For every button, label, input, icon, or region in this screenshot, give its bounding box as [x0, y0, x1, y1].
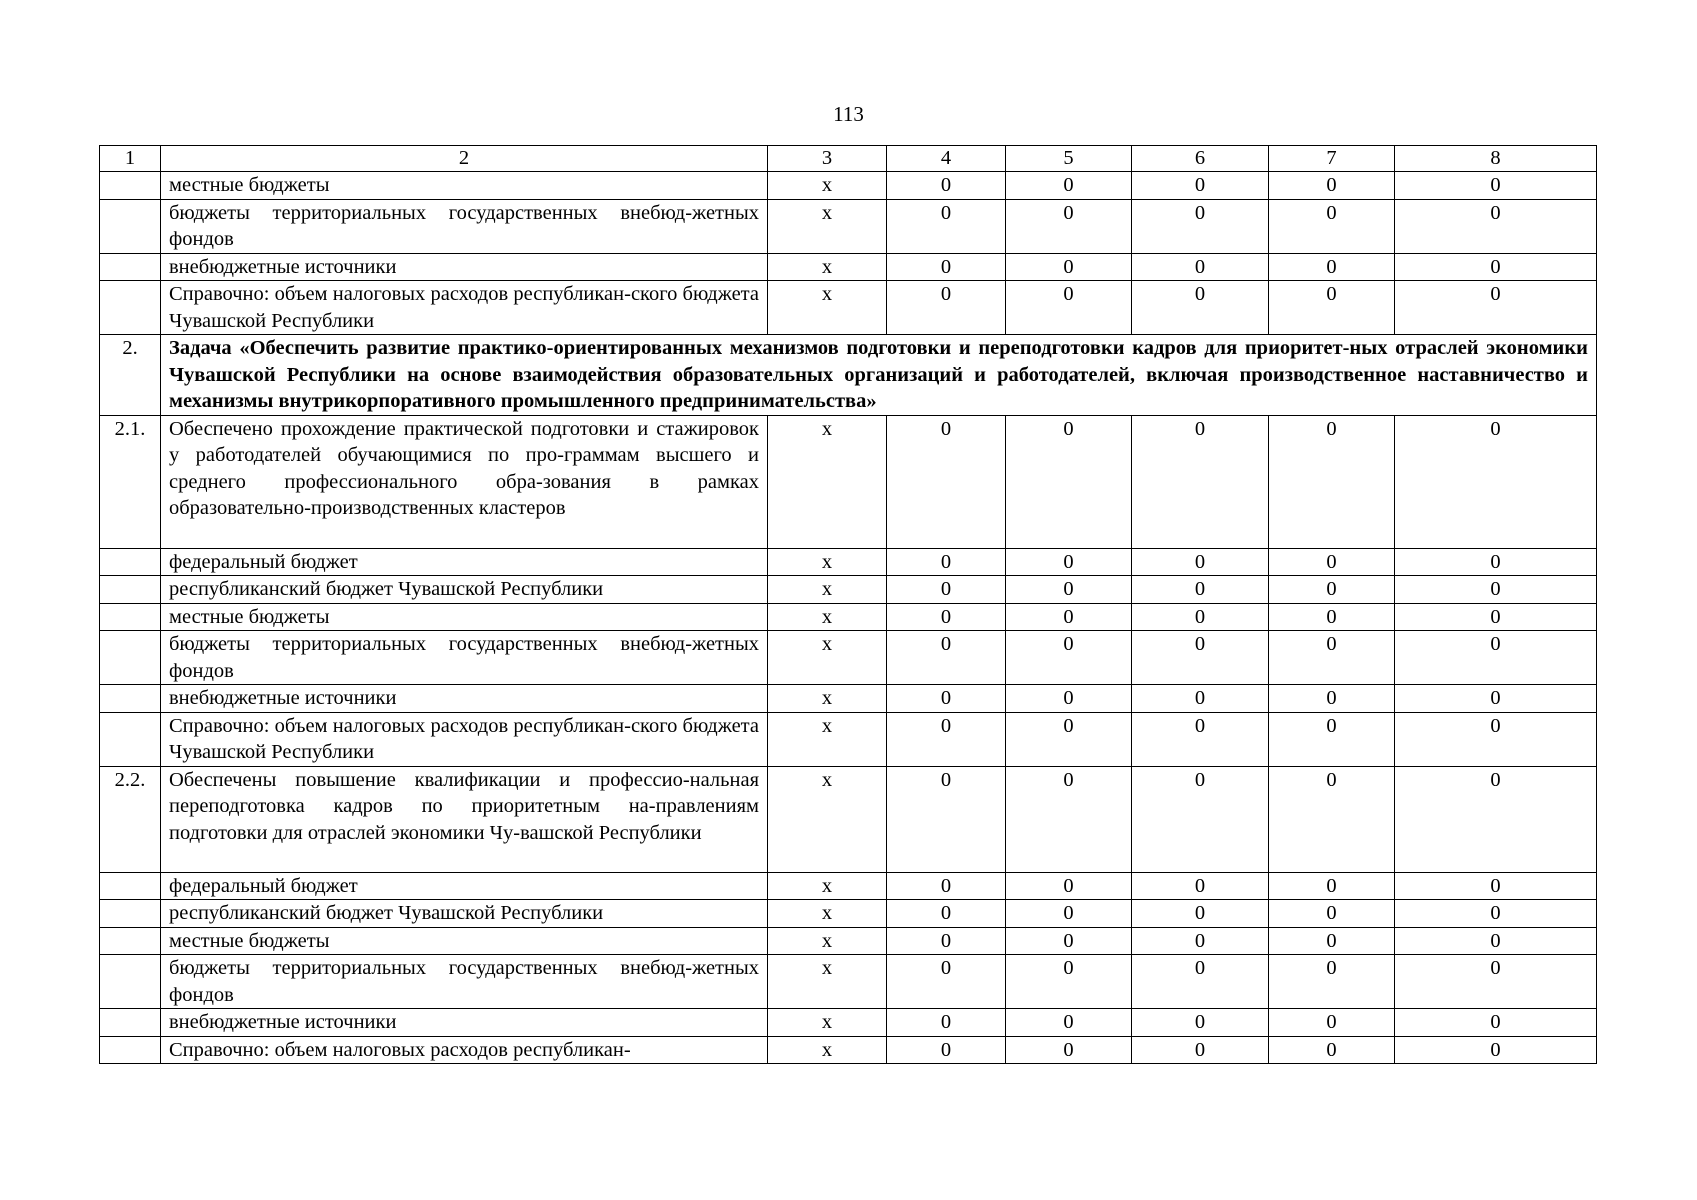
table-row: [100, 766, 1597, 872]
value-cell: 0: [887, 548, 1006, 576]
value-cell: 0: [1269, 253, 1395, 281]
table-row: [100, 900, 1597, 928]
table-row: [100, 685, 1597, 713]
value-cell: 0: [1132, 415, 1269, 548]
table-row: [100, 576, 1597, 604]
column-number-header: 7: [1269, 146, 1395, 172]
x-cell: x: [768, 872, 887, 900]
value-cell: 0: [1269, 281, 1395, 335]
value-cell: 0: [1132, 712, 1269, 766]
value-cell: 0: [1269, 766, 1395, 872]
value-cell: 0: [1006, 1036, 1132, 1064]
description-cell: внебюджетные источники: [161, 685, 768, 713]
x-cell: x: [768, 576, 887, 604]
value-cell: 0: [1006, 712, 1132, 766]
value-cell: 0: [887, 172, 1006, 200]
value-cell: 0: [1395, 900, 1597, 928]
value-cell: 0: [887, 603, 1006, 631]
x-cell: x: [768, 712, 887, 766]
task-row: [100, 335, 1597, 416]
table-row: [100, 415, 1597, 548]
description-cell: республиканский бюджет Чувашской Республики: [161, 576, 768, 604]
row-number-cell: [100, 712, 161, 766]
row-number-cell: 2.1.: [100, 415, 161, 548]
value-cell: 0: [1395, 955, 1597, 1009]
description-cell: республиканский бюджет Чувашской Республики: [161, 900, 768, 928]
value-cell: 0: [1395, 576, 1597, 604]
value-cell: 0: [1269, 955, 1395, 1009]
value-cell: 0: [1006, 955, 1132, 1009]
column-number-header: 8: [1395, 146, 1597, 172]
table-row: [100, 712, 1597, 766]
value-cell: 0: [1395, 872, 1597, 900]
value-cell: 0: [1132, 548, 1269, 576]
row-number-cell: [100, 1009, 161, 1037]
description-cell: Справочно: объем налоговых расходов республикан-ского бюджета Чувашской Республики: [161, 281, 768, 335]
table-row: [100, 253, 1597, 281]
value-cell: 0: [887, 631, 1006, 685]
x-cell: x: [768, 1009, 887, 1037]
value-cell: 0: [1006, 281, 1132, 335]
description-cell: Обеспечены повышение квалификации и профессио-нальная переподготовка кадров по приоритетным на-правлениям подготовки для отраслей экономики Чу-вашской Республики: [161, 766, 768, 872]
value-cell: 0: [1395, 253, 1597, 281]
row-number-cell: [100, 548, 161, 576]
value-cell: 0: [1132, 253, 1269, 281]
value-cell: 0: [887, 712, 1006, 766]
table-row: [100, 1036, 1597, 1064]
description-cell: местные бюджеты: [161, 927, 768, 955]
value-cell: 0: [1132, 685, 1269, 713]
row-number-cell: [100, 253, 161, 281]
table-row: [100, 281, 1597, 335]
description-cell: местные бюджеты: [161, 603, 768, 631]
value-cell: 0: [1269, 685, 1395, 713]
task-title-cell: Задача «Обеспечить развитие практико-ориентированных механизмов подготовки и переподготовки кадров для приоритет-ных отраслей экономики Чувашской Республики на основе взаимодействия образовательных организаций и работодателей, включая производственное наставничество и механизмы внутрикорпоративного промышленного предпринимательства»: [161, 335, 1597, 416]
x-cell: x: [768, 603, 887, 631]
description-cell: внебюджетные источники: [161, 1009, 768, 1037]
value-cell: 0: [1132, 281, 1269, 335]
value-cell: 0: [1269, 172, 1395, 200]
value-cell: 0: [1132, 631, 1269, 685]
table-row: [100, 172, 1597, 200]
value-cell: 0: [1132, 576, 1269, 604]
value-cell: 0: [1269, 631, 1395, 685]
budget-table: [99, 145, 1597, 1064]
value-cell: 0: [1395, 172, 1597, 200]
value-cell: 0: [1269, 548, 1395, 576]
value-cell: 0: [1132, 955, 1269, 1009]
row-number-cell: [100, 603, 161, 631]
description-cell: бюджеты территориальных государственных внебюд-жетных фондов: [161, 199, 768, 253]
value-cell: 0: [887, 199, 1006, 253]
value-cell: 0: [1006, 927, 1132, 955]
value-cell: 0: [1269, 199, 1395, 253]
x-cell: x: [768, 631, 887, 685]
x-cell: x: [768, 1036, 887, 1064]
x-cell: x: [768, 281, 887, 335]
value-cell: 0: [1132, 927, 1269, 955]
value-cell: 0: [887, 281, 1006, 335]
value-cell: 0: [1269, 927, 1395, 955]
row-number-cell: [100, 172, 161, 200]
row-number-cell: [100, 900, 161, 928]
value-cell: 0: [1269, 603, 1395, 631]
value-cell: 0: [1132, 199, 1269, 253]
table-row: [100, 955, 1597, 1009]
value-cell: 0: [1395, 415, 1597, 548]
column-number-header: 5: [1006, 146, 1132, 172]
x-cell: x: [768, 199, 887, 253]
x-cell: x: [768, 548, 887, 576]
value-cell: 0: [1269, 712, 1395, 766]
value-cell: 0: [1132, 872, 1269, 900]
value-cell: 0: [1395, 685, 1597, 713]
value-cell: 0: [1395, 1036, 1597, 1064]
row-number-cell: [100, 685, 161, 713]
description-cell: бюджеты территориальных государственных внебюд-жетных фондов: [161, 631, 768, 685]
value-cell: 0: [1006, 199, 1132, 253]
value-cell: 0: [887, 253, 1006, 281]
row-number-cell: [100, 1036, 161, 1064]
column-number-header: 2: [161, 146, 768, 172]
table-row: [100, 603, 1597, 631]
table-row: [100, 927, 1597, 955]
value-cell: 0: [1395, 603, 1597, 631]
value-cell: 0: [1132, 603, 1269, 631]
column-number-header: 3: [768, 146, 887, 172]
x-cell: x: [768, 900, 887, 928]
x-cell: x: [768, 253, 887, 281]
row-number-cell: 2.2.: [100, 766, 161, 872]
x-cell: x: [768, 955, 887, 1009]
value-cell: 0: [1132, 1009, 1269, 1037]
description-cell: Обеспечено прохождение практической подготовки и стажировок у работодателей обучающимися по про-граммам высшего и среднего профессионального обра-зования в рамках образовательно-производственных кластеров: [161, 415, 768, 548]
value-cell: 0: [1395, 712, 1597, 766]
table-row: [100, 199, 1597, 253]
x-cell: x: [768, 927, 887, 955]
description-cell: местные бюджеты: [161, 172, 768, 200]
value-cell: 0: [1006, 900, 1132, 928]
table-row: [100, 548, 1597, 576]
value-cell: 0: [1006, 548, 1132, 576]
value-cell: 0: [887, 766, 1006, 872]
value-cell: 0: [1395, 199, 1597, 253]
description-cell: федеральный бюджет: [161, 872, 768, 900]
page-number: 113: [833, 102, 864, 126]
value-cell: 0: [887, 1009, 1006, 1037]
description-cell: бюджеты территориальных государственных внебюд-жетных фондов: [161, 955, 768, 1009]
value-cell: 0: [1132, 766, 1269, 872]
value-cell: 0: [1269, 415, 1395, 548]
column-number-header: 1: [100, 146, 161, 172]
value-cell: 0: [1395, 548, 1597, 576]
value-cell: 0: [887, 872, 1006, 900]
row-number-cell: [100, 955, 161, 1009]
value-cell: 0: [887, 900, 1006, 928]
value-cell: 0: [1006, 253, 1132, 281]
value-cell: 0: [1006, 1009, 1132, 1037]
value-cell: 0: [1006, 415, 1132, 548]
value-cell: 0: [887, 927, 1006, 955]
x-cell: x: [768, 766, 887, 872]
value-cell: 0: [887, 1036, 1006, 1064]
value-cell: 0: [1395, 281, 1597, 335]
x-cell: x: [768, 685, 887, 713]
value-cell: 0: [1395, 1009, 1597, 1037]
value-cell: 0: [1006, 576, 1132, 604]
value-cell: 0: [1269, 576, 1395, 604]
table-row: [100, 1009, 1597, 1037]
value-cell: 0: [1006, 631, 1132, 685]
row-number-cell: [100, 631, 161, 685]
row-number-cell: 2.: [100, 335, 161, 416]
value-cell: 0: [1269, 872, 1395, 900]
description-cell: Справочно: объем налоговых расходов республикан-: [161, 1036, 768, 1064]
value-cell: 0: [887, 576, 1006, 604]
row-number-cell: [100, 281, 161, 335]
value-cell: 0: [1132, 1036, 1269, 1064]
description-cell: Справочно: объем налоговых расходов республикан-ского бюджета Чувашской Республики: [161, 712, 768, 766]
value-cell: 0: [1006, 172, 1132, 200]
value-cell: 0: [1132, 172, 1269, 200]
header-row: [100, 146, 1597, 172]
row-number-cell: [100, 872, 161, 900]
value-cell: 0: [887, 685, 1006, 713]
column-number-header: 6: [1132, 146, 1269, 172]
value-cell: 0: [1269, 1036, 1395, 1064]
table-row: [100, 631, 1597, 685]
row-number-cell: [100, 576, 161, 604]
column-number-header: 4: [887, 146, 1006, 172]
value-cell: 0: [1006, 685, 1132, 713]
value-cell: 0: [1006, 872, 1132, 900]
x-cell: x: [768, 415, 887, 548]
value-cell: 0: [1006, 603, 1132, 631]
description-cell: внебюджетные источники: [161, 253, 768, 281]
value-cell: 0: [1269, 1009, 1395, 1037]
row-number-cell: [100, 199, 161, 253]
value-cell: 0: [1269, 900, 1395, 928]
row-number-cell: [100, 927, 161, 955]
value-cell: 0: [1395, 631, 1597, 685]
x-cell: x: [768, 172, 887, 200]
value-cell: 0: [887, 955, 1006, 1009]
table-row: [100, 872, 1597, 900]
value-cell: 0: [1006, 766, 1132, 872]
value-cell: 0: [1395, 927, 1597, 955]
value-cell: 0: [1132, 900, 1269, 928]
value-cell: 0: [887, 415, 1006, 548]
value-cell: 0: [1395, 766, 1597, 872]
description-cell: федеральный бюджет: [161, 548, 768, 576]
